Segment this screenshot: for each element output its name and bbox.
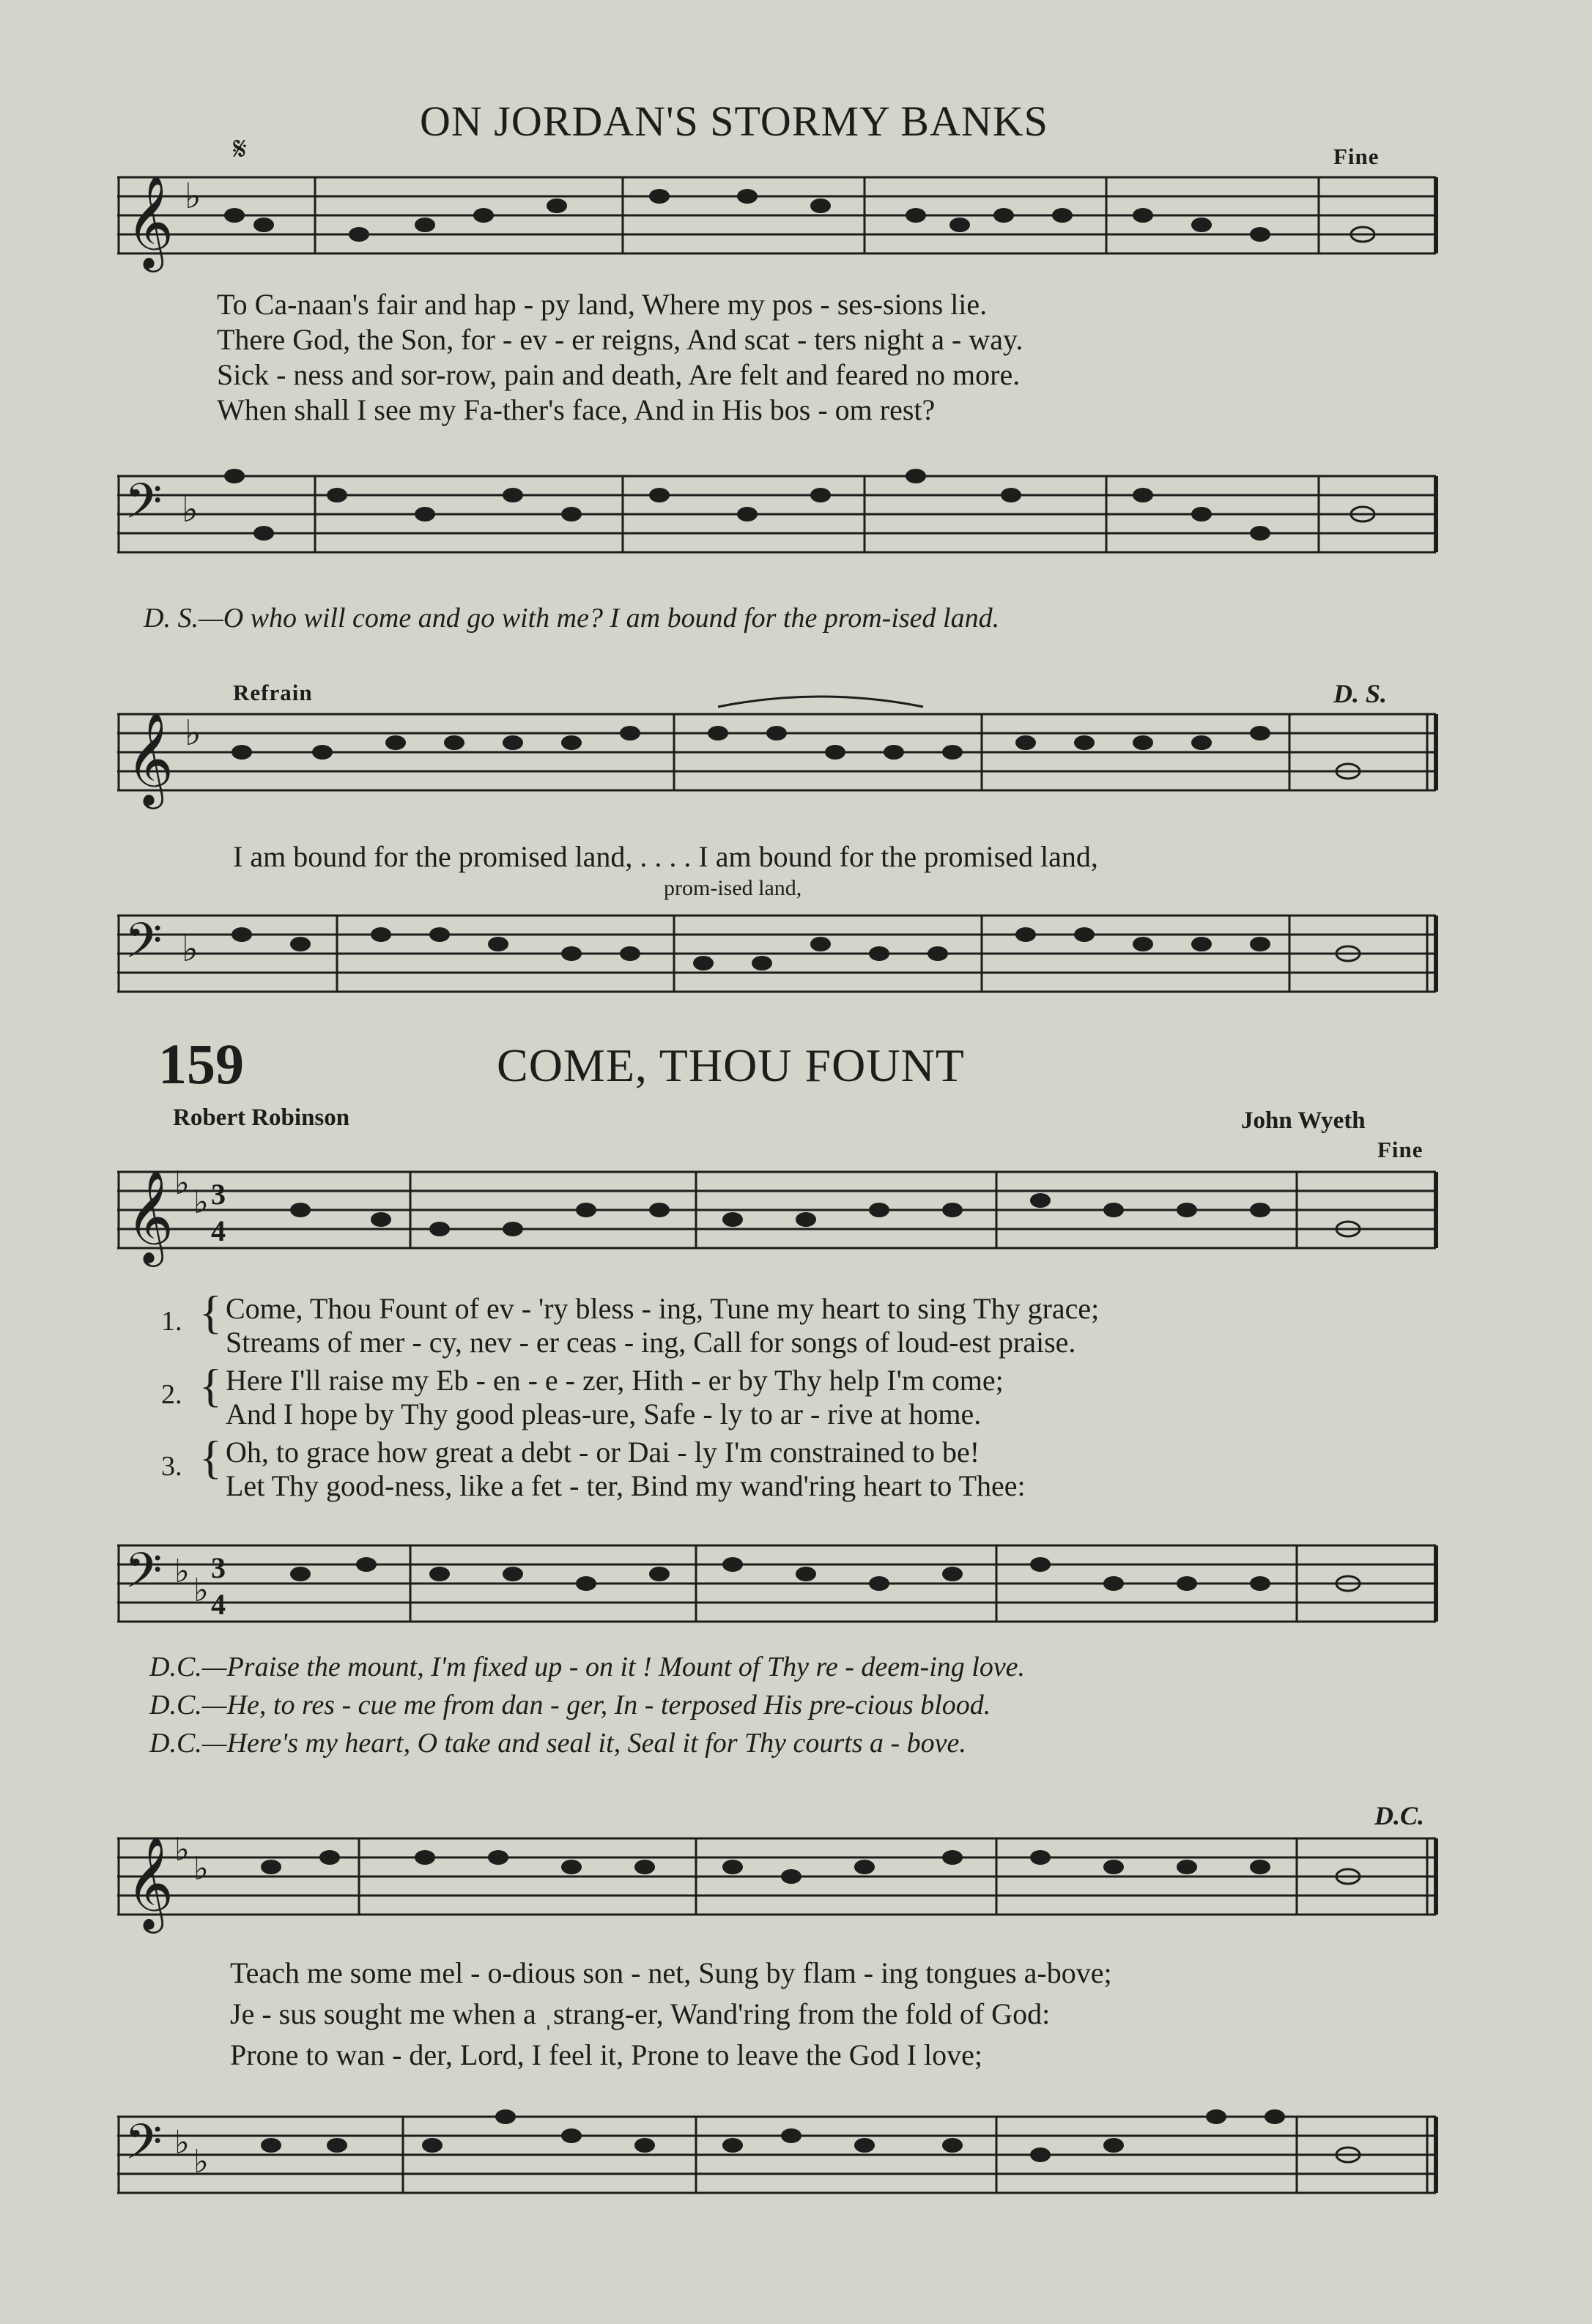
verse-brace-1: { bbox=[199, 1286, 222, 1338]
svg-text:♭: ♭ bbox=[193, 1573, 209, 1608]
chorus-line-2: Je - sus sought me when a ˌstrang-er, Wand'ring from the fold of God: bbox=[230, 1997, 1051, 2030]
svg-text:♭: ♭ bbox=[185, 714, 201, 753]
dc-line-3: D.C.—Here's my heart, O take and seal it, Seal it for Thy courts a - bove. bbox=[149, 1728, 966, 1759]
svg-text:♭: ♭ bbox=[174, 1165, 190, 1201]
refrain-treble-staff bbox=[117, 707, 1447, 802]
svg-text:𝄢: 𝄢 bbox=[125, 916, 163, 980]
refrain-lyric: I am bound for the promised land, . . . . I am bound for the promised land, bbox=[233, 840, 1098, 873]
verse-line-2: There God, the Son, for - ev - er reigns, And scat - ters night a - way. bbox=[217, 323, 1023, 356]
svg-text:♭: ♭ bbox=[182, 491, 199, 530]
svg-text:3: 3 bbox=[211, 1551, 226, 1584]
bass-staff bbox=[117, 469, 1447, 564]
stanza-3-line-1: Oh, to grace how great a debt - or Dai - ly I'm constrained to be! bbox=[226, 1436, 980, 1469]
hymn-title-2: COME, THOU FOUNT bbox=[497, 1039, 965, 1091]
svg-text:𝄞: 𝄞 bbox=[126, 714, 174, 803]
svg-text:♭: ♭ bbox=[174, 1553, 190, 1589]
verse-brace-2: { bbox=[199, 1359, 222, 1411]
svg-text:♭: ♭ bbox=[193, 2144, 209, 2180]
svg-text:𝄞: 𝄞 bbox=[126, 177, 174, 267]
stanza-2-line-2: And I hope by Thy good pleas-ure, Safe - ly to ar - rive at home. bbox=[226, 1397, 982, 1430]
dc-line-1: D.C.—Praise the mount, I'm fixed up - on it ! Mount of Thy re - deem-ing love. bbox=[149, 1652, 1026, 1682]
verse-number-1: 1. bbox=[161, 1306, 182, 1337]
ds-line: D. S.—O who will come and go with me? I am bound for the prom-ised land. bbox=[144, 603, 1000, 634]
chorus-bass-staff bbox=[117, 2109, 1447, 2205]
refrain-label: Refrain bbox=[233, 680, 313, 705]
verse-line-1: To Ca-naan's fair and hap - py land, Where my pos - ses-sions lie. bbox=[217, 288, 988, 321]
dc-line-2: D.C.—He, to res - cue me from dan - ger, In - terposed His pre-cious blood. bbox=[149, 1690, 991, 1720]
svg-text:𝄢: 𝄢 bbox=[125, 1545, 163, 1610]
verse-line-4: When shall I see my Fa-ther's face, And in His bos - om rest? bbox=[217, 393, 936, 426]
verse-number-3: 3. bbox=[161, 1451, 182, 1482]
segno-mark: 𝄋 bbox=[233, 131, 247, 167]
svg-text:3: 3 bbox=[211, 1178, 226, 1211]
svg-text:4: 4 bbox=[211, 1214, 226, 1247]
hymn2-bass-staff bbox=[117, 1538, 1447, 1633]
fine-mark-2: Fine bbox=[1377, 1137, 1423, 1162]
svg-text:♭: ♭ bbox=[193, 1851, 209, 1887]
svg-text:𝄢: 𝄢 bbox=[125, 476, 163, 541]
stanza-2-line-1: Here I'll raise my Eb - en - e - zer, Hith - er by Thy help I'm come; bbox=[226, 1364, 1004, 1397]
svg-text:𝄞: 𝄞 bbox=[126, 1172, 174, 1261]
fine-mark: Fine bbox=[1333, 144, 1380, 169]
refrain-bass-staff bbox=[117, 908, 1447, 1003]
hymn-title: ON JORDAN'S STORMY BANKS bbox=[420, 97, 1048, 145]
chorus-treble-staff bbox=[117, 1831, 1447, 1926]
svg-text:♭: ♭ bbox=[174, 2125, 190, 2161]
stanza-3-line-2: Let Thy good-ness, like a fet - ter, Bind my wand'ring heart to Thee: bbox=[226, 1469, 1026, 1502]
stanza-3 bbox=[226, 1436, 1026, 1503]
svg-text:𝄞: 𝄞 bbox=[126, 1838, 174, 1928]
verse-number-2: 2. bbox=[161, 1379, 182, 1410]
hymn-number: 159 bbox=[158, 1032, 244, 1096]
stanza-1-line-2: Streams of mer - cy, nev - er ceas - ing, Call for songs of loud-est praise. bbox=[226, 1326, 1076, 1359]
refrain-sub-lyric: prom-ised land, bbox=[664, 876, 802, 900]
composer-credit: John Wyeth bbox=[1241, 1107, 1366, 1134]
author-credit: Robert Robinson bbox=[173, 1105, 350, 1131]
treble-staff bbox=[117, 170, 1447, 265]
stanza-1-line-1: Come, Thou Fount of ev - 'ry bless - ing, Tune my heart to sing Thy grace; bbox=[226, 1292, 1100, 1325]
ds-mark: D. S. bbox=[1333, 679, 1388, 708]
hymn2-treble-staff bbox=[117, 1165, 1447, 1260]
svg-text:4: 4 bbox=[211, 1588, 226, 1621]
svg-text:♭: ♭ bbox=[182, 930, 199, 969]
verse-brace-3: { bbox=[199, 1431, 222, 1483]
verse-line-3: Sick - ness and sor-row, pain and death, Are felt and feared no more. bbox=[217, 358, 1021, 391]
svg-text:♭: ♭ bbox=[193, 1184, 209, 1220]
stanza-1 bbox=[226, 1292, 1099, 1359]
stanza-2 bbox=[226, 1364, 1004, 1431]
svg-text:♭: ♭ bbox=[174, 1832, 190, 1868]
svg-text:♭: ♭ bbox=[185, 177, 201, 216]
chorus-line-3: Prone to wan - der, Lord, I feel it, Prone to leave the God I love; bbox=[230, 2038, 982, 2071]
chorus-line-1: Teach me some mel - o-dious son - net, Sung by flam - ing tongues a-bove; bbox=[230, 1956, 1112, 1989]
dc-mark: D.C. bbox=[1374, 1801, 1425, 1830]
svg-text:𝄢: 𝄢 bbox=[125, 2117, 163, 2181]
